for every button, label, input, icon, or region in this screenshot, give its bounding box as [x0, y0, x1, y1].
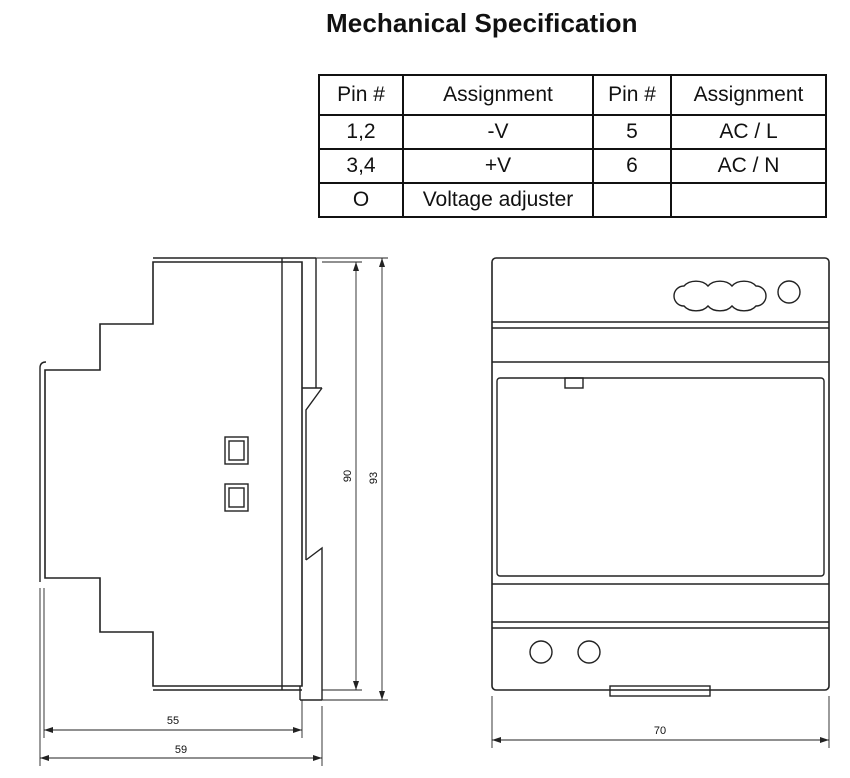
terminal-screws-ac — [674, 281, 766, 311]
table-cell: Voltage adjuster — [403, 183, 593, 217]
header-pin-2: Pin # — [593, 75, 671, 115]
dimension-label-59: 59 — [174, 744, 188, 756]
table-cell: AC / N — [671, 149, 826, 183]
header-pin-1: Pin # — [319, 75, 403, 115]
front-view-drawing — [492, 258, 829, 696]
side-latch-lower — [225, 484, 248, 511]
adjuster-screw-top — [778, 281, 800, 303]
header-assignment-2: Assignment — [671, 75, 826, 115]
header-assignment-1: Assignment — [403, 75, 593, 115]
table-cell: 3,4 — [319, 149, 403, 183]
table-cell: 1,2 — [319, 115, 403, 149]
terminal-screw-dc-1 — [530, 641, 552, 663]
dimension-label-93: 93 — [368, 471, 380, 485]
page-title: Mechanical Specification — [326, 8, 638, 38]
table-cell: -V — [403, 115, 593, 149]
table-cell: 5 — [593, 115, 671, 149]
dimension-label-70: 70 — [653, 725, 667, 737]
dimension-label-55: 55 — [166, 715, 180, 727]
table-cell: 6 — [593, 149, 671, 183]
table-cell: +V — [403, 149, 593, 183]
dimension-label-90: 90 — [342, 469, 354, 483]
side-view-drawing — [40, 258, 322, 700]
table-cell: AC / L — [671, 115, 826, 149]
side-latch-upper — [225, 437, 248, 464]
terminal-screw-dc-2 — [578, 641, 600, 663]
table-cell: O — [319, 183, 403, 217]
